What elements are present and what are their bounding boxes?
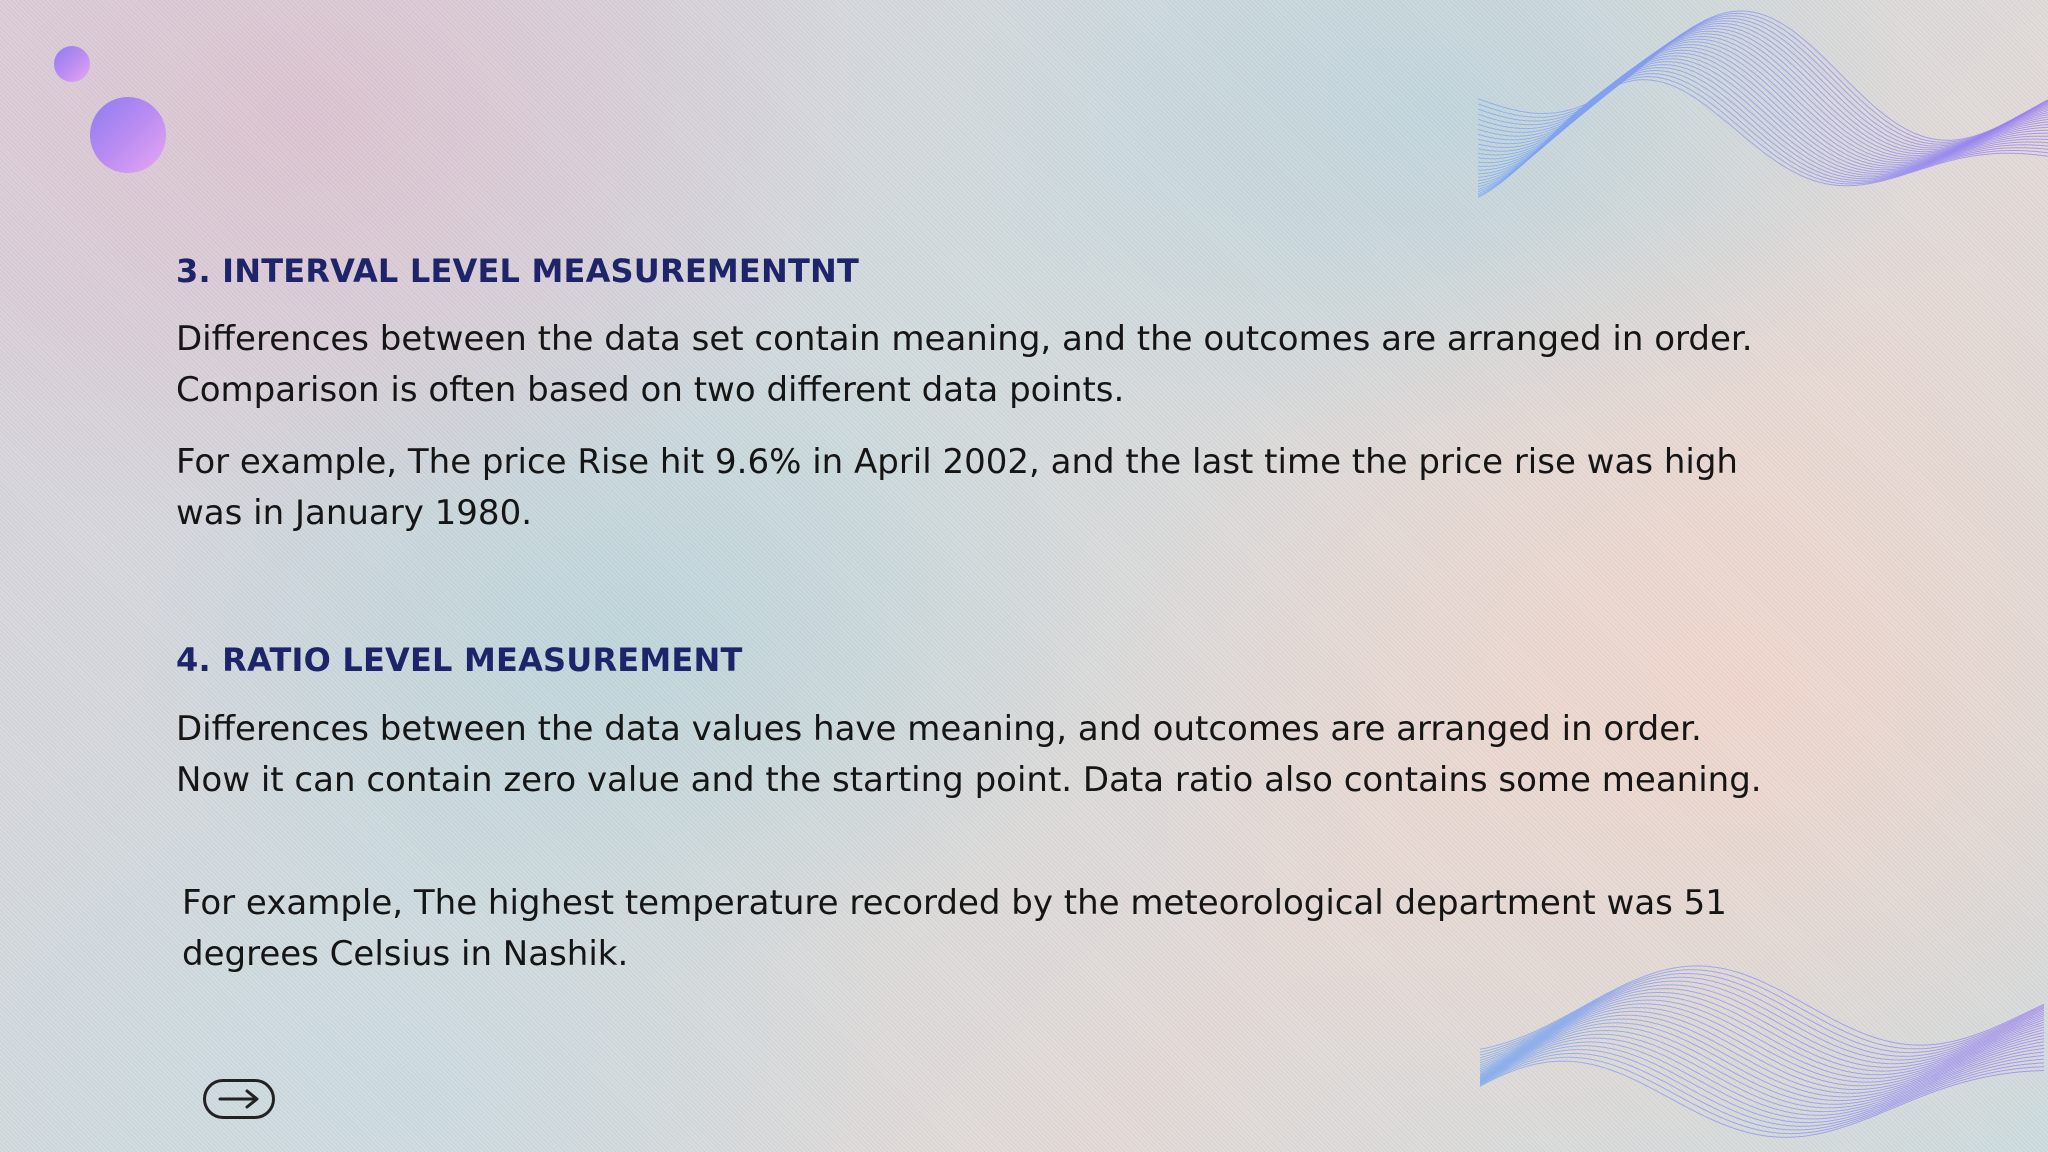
decorative-orb-small [54, 46, 90, 82]
wave-line [1478, 26, 2048, 152]
decorative-wave-bottom [1480, 950, 2048, 1152]
section-heading-interval: 3. INTERVAL LEVEL MEASUREMENTNT [176, 252, 859, 290]
decorative-wave-top [1478, 8, 2048, 223]
wave-line [1478, 74, 2048, 194]
decorative-orb-large [90, 97, 166, 173]
section-description-interval: Differences between the data set contain meaning, and the outcomes are arranged in order. Comparison is often based on two different data points. [176, 319, 1753, 410]
wave-line [1478, 59, 2048, 181]
section-heading-ratio: 4. RATIO LEVEL MEASUREMENT [176, 641, 743, 679]
section-example-interval: For example, The price Rise hit 9.6% in April 2002, and the last time the price rise was high was in January 1980. [176, 442, 1738, 533]
section-example-ratio: For example, The highest temperature recorded by the meteorological department was 51 degrees Celsius in Nashik. [182, 883, 1727, 974]
wave-line [1480, 1053, 2044, 1130]
wave-line [1478, 53, 2048, 174]
wave-line [1478, 71, 2048, 192]
section-description-ratio: Differences between the data values have meaning, and outcomes are arranged in order. Now it can contain zero value and the starting point. Data ratio also contains some meaning. [176, 709, 1762, 800]
next-slide-button[interactable] [203, 1079, 275, 1119]
arrow-right-icon [214, 1087, 264, 1111]
wave-line [1478, 77, 2048, 196]
